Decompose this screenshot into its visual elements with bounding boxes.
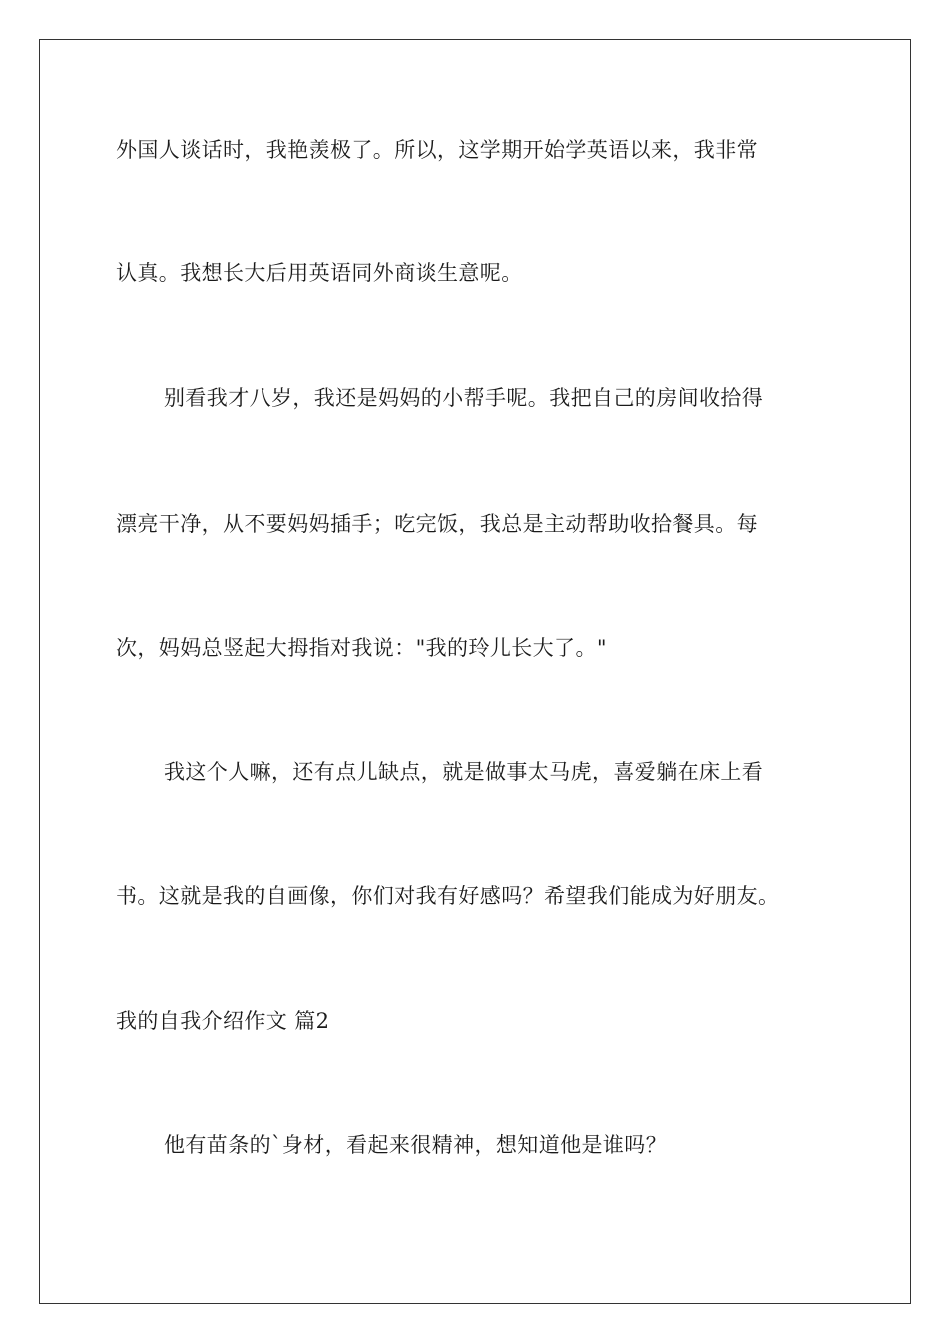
text-line-5: 次，妈妈总竖起大拇指对我说："我的玲儿长大了。" (116, 636, 607, 660)
section-heading: 我的自我介绍作文 篇2 (116, 1009, 330, 1033)
text-line-4: 漂亮干净，从不要妈妈插手；吃完饭，我总是主动帮助收拾餐具。每 (116, 512, 758, 536)
text-line-2: 认真。我想长大后用英语同外商谈生意呢。 (116, 261, 523, 285)
text-line-1: 外国人谈话时，我艳羡极了。所以，这学期开始学英语以来，我非常 (116, 138, 758, 162)
text-line-3: 别看我才八岁，我还是妈妈的小帮手呢。我把自己的房间收拾得 (164, 386, 764, 410)
text-line-6: 我这个人嘛，还有点儿缺点，就是做事太马虎，喜爱躺在床上看 (164, 760, 764, 784)
page-frame (39, 39, 911, 1304)
text-line-7: 书。这就是我的自画像，你们对我有好感吗？希望我们能成为好朋友。 (116, 884, 780, 908)
text-line-9: 他有苗条的`身材，看起来很精神，想知道他是谁吗？ (164, 1133, 668, 1157)
